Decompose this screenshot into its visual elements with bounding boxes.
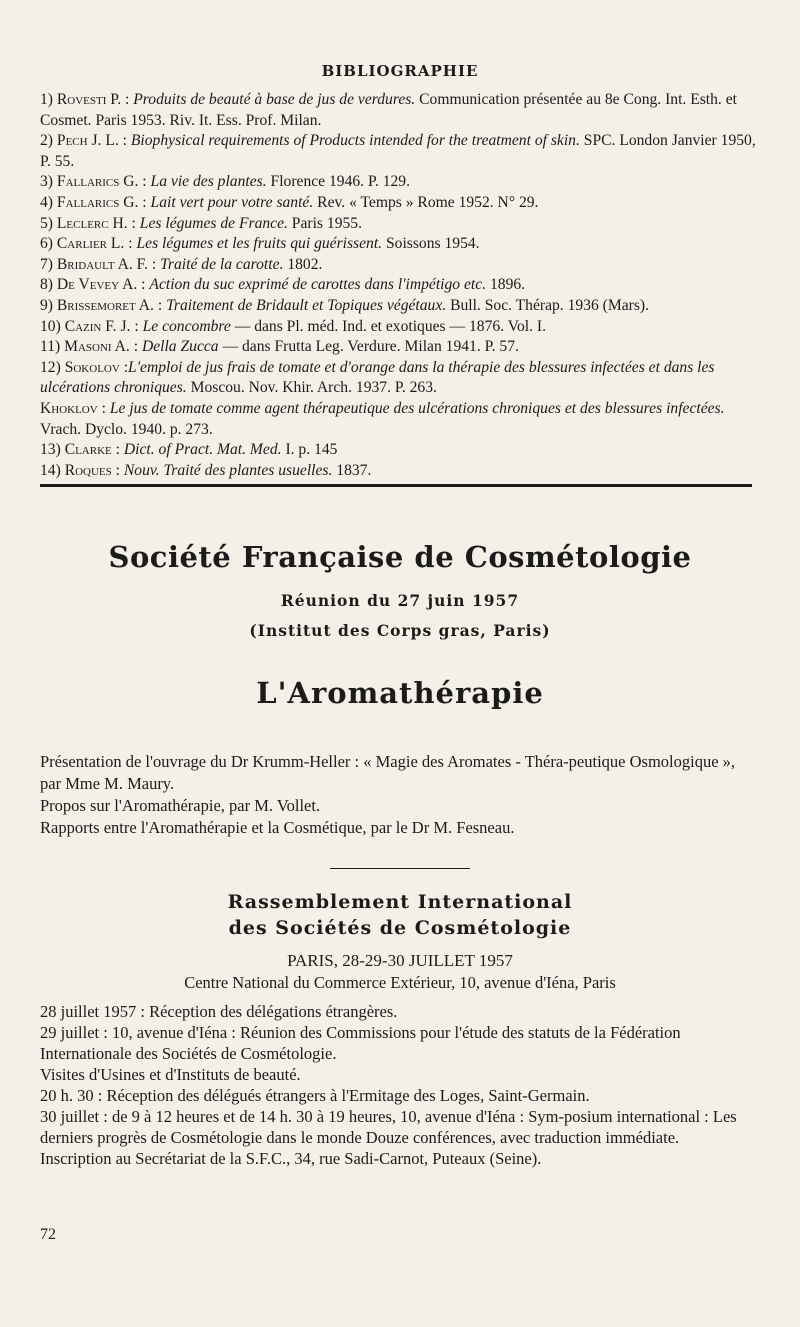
- rally-title-line1: Rassemblement International: [227, 891, 573, 913]
- bibliography-entry: 8) De Vevey A. : Action du suc exprimé de carottes dans l'impétigo etc. 1896.: [40, 276, 526, 294]
- program-item: Rapports entre l'Aromathérapie et la Cosmétique, par le Dr M. Fesneau.: [40, 818, 515, 837]
- bibliography-entry: 10) Cazin F. J. : Le concombre — dans Pl. méd. Ind. et exotiques — 1876. Vol. I.: [40, 317, 546, 335]
- short-divider: [330, 868, 470, 869]
- bibliography-entry: 2) Pech J. L. : Biophysical requirements of Products intended for the treatment of skin. SPC. London Janvier 1950, P. 55.: [40, 132, 756, 170]
- bibliography-entry: 11) Masoni A. : Della Zucca — dans Frutta Leg. Verdure. Milan 1941. P. 57.: [40, 338, 519, 356]
- bibliography-entry: 5) Leclerc H. : Les légumes de France. Paris 1955.: [40, 214, 362, 232]
- program-item: 20 h. 30 : Réception des délégués étrangers à l'Ermitage des Loges, Saint-Germain.: [40, 1086, 590, 1105]
- program-item: Visites d'Usines et d'Instituts de beauté.: [40, 1065, 301, 1084]
- society-title: Société Française de Cosmétologie: [108, 540, 692, 574]
- bibliography-entry: 7) Bridault A. F. : Traité de la carotte. 1802.: [40, 255, 323, 273]
- bibliography-entry: 6) Carlier L. : Les légumes et les fruits qui guérissent. Soissons 1954.: [40, 235, 480, 253]
- rally-date: PARIS, 28-29-30 JUILLET 1957: [287, 951, 513, 970]
- program-item: Propos sur l'Aromathérapie, par M. Vollet.: [40, 796, 321, 815]
- program-item: Présentation de l'ouvrage du Dr Krumm-Heller : « Magie des Aromates - Théra-peutique Osmologique », par Mme M. Maury.: [40, 752, 736, 793]
- bibliography-entry: 12) Sokolov :L'emploi de jus frais de tomate et d'orange dans la thérapie des blessures infectées et dans les ulcérations chroniques. Moscou. Nov. Khir. Arch. 1937. P. 263.: [40, 358, 715, 397]
- program-item: 28 juillet 1957 : Réception des délégations étrangères.: [40, 1002, 398, 1021]
- bibliography-list: [40, 90, 760, 481]
- bibliography-entry: 9) Brissemoret A. : Traitement de Bridault et Topiques végétaux. Bull. Soc. Thérap. 1936 (Mars).: [40, 296, 650, 314]
- program-item: 30 juillet : de 9 à 12 heures et de 14 h. 30 à 19 heures, 10, avenue d'Iéna : Sym-posium international : Les derniers progrès de Cosmétologie dans le monde Douze conférences, avec traduction immédiate.: [40, 1107, 737, 1147]
- bibliography-entry: 14) Roques : Nouv. Traité des plantes usuelles. 1837.: [40, 461, 372, 479]
- section-divider: [40, 484, 752, 487]
- bibliography-entry: 3) Fallarics G. : La vie des plantes. Florence 1946. P. 129.: [40, 173, 410, 191]
- aromatherapy-title: L'Aromathérapie: [256, 676, 544, 710]
- bibliography-entry: 13) Clarke : Dict. of Pract. Mat. Med. I. p. 145: [40, 441, 338, 459]
- aromatherapy-program: [40, 751, 760, 839]
- rally-venue: Centre National du Commerce Extérieur, 10, avenue d'Iéna, Paris: [184, 973, 616, 992]
- bibliography-entry: Khoklov : Le jus de tomate comme agent thérapeutique des ulcérations chroniques et des blessures infectées. Vrach. Dyclo. 1940. p. 273.: [40, 399, 725, 438]
- bibliography-entry: 4) Fallarics G. : Lait vert pour votre santé. Rev. « Temps » Rome 1952. N° 29.: [40, 193, 539, 211]
- page-number: 72: [40, 1226, 56, 1243]
- program-item: Inscription au Secrétariat de la S.F.C., 34, rue Sadi-Carnot, Puteaux (Seine).: [40, 1149, 542, 1168]
- rally-program: [40, 1001, 760, 1169]
- bibliography-heading: BIBLIOGRAPHIE: [321, 62, 479, 80]
- bibliography-entry: 1) Rovesti P. : Produits de beauté à base de jus de verdures. Communication présentée au 8e Cong. Int. Esth. et Cosmet. Paris 1953. Riv. It. Ess. Prof. Milan.: [40, 91, 737, 129]
- program-item: 29 juillet : 10, avenue d'Iéna : Réunion des Commissions pour l'étude des statuts de la Fédération Internationale des Sociétés de Cosmétologie.: [40, 1023, 681, 1063]
- meeting-place: (Institut des Corps gras, Paris): [249, 621, 551, 640]
- meeting-date: Réunion du 27 juin 1957: [280, 591, 520, 610]
- rally-title-line2: des Sociétés de Cosmétologie: [228, 917, 572, 939]
